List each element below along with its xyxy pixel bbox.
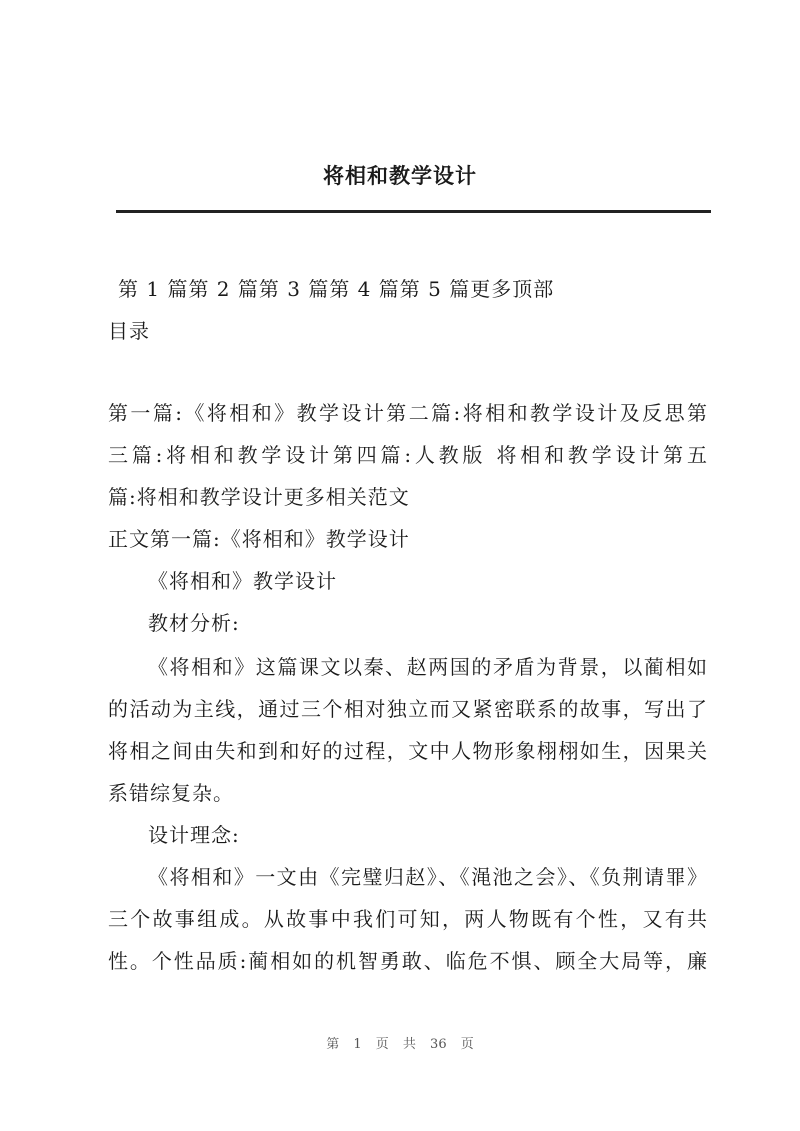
toc-line-1[interactable]: 第一篇:《将相和》教学设计第二篇:将相和教学设计及反思第 (108, 401, 708, 425)
article-title: 《将相和》教学设计 (148, 569, 337, 593)
toc-line-2[interactable]: 三篇:将相和教学设计第四篇:人教版 将相和教学设计第五 (108, 443, 708, 467)
section-label-concept: 设计理念: (148, 823, 240, 847)
paragraph-line: 三个故事组成。从故事中我们可知，两人物既有个性，又有共 (108, 907, 708, 931)
paragraph-line: 将相之间由失和到和好的过程，文中人物形象栩栩如生，因果关 (108, 739, 708, 763)
paragraph-line: 性。个性品质:蔺相如的机智勇敢、临危不惧、顾全大局等，廉 (108, 949, 708, 973)
toc-line-3[interactable]: 篇:将相和教学设计更多相关范文 (108, 485, 410, 509)
page-title: 将相和教学设计 (323, 164, 477, 188)
title-rule (116, 210, 711, 213)
paragraph-line: 《将相和》一文由《完璧归赵》、《渑池之会》、《负荆请罪》 (148, 865, 708, 889)
section-label-analysis: 教材分析: (148, 611, 240, 635)
section-nav[interactable]: 第 1 篇第 2 篇第 3 篇第 4 篇第 5 篇更多顶部 (118, 277, 555, 301)
paragraph-line: 《将相和》这篇课文以秦、赵两国的矛盾为背景，以蔺相如 (148, 655, 708, 679)
page-footer: 第 1 页 共 36 页 (326, 1037, 474, 1052)
paragraph-line: 的活动为主线，通过三个相对独立而又紧密联系的故事，写出了 (108, 697, 708, 721)
body-heading: 正文第一篇:《将相和》教学设计 (108, 527, 410, 551)
toc-label: 目录 (108, 319, 150, 343)
paragraph-line: 系错综复杂。 (108, 781, 234, 805)
